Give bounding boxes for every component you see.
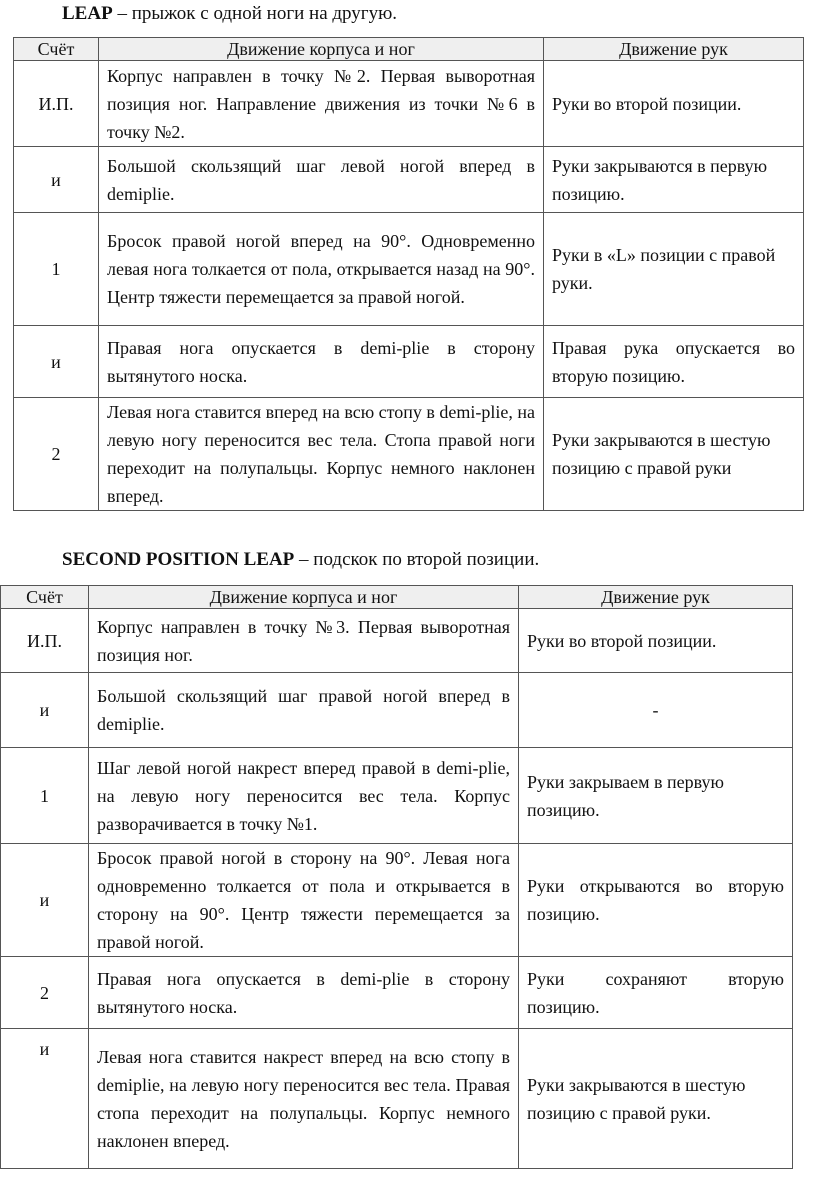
table-row bbox=[1, 609, 793, 673]
arms-cell: Руки закрываем в первую позицию. bbox=[519, 748, 793, 844]
section1-title-bold: LEAP bbox=[62, 3, 113, 24]
arms-cell: Руки в «L» позиции с правой руки. bbox=[544, 213, 804, 326]
count-cell: и bbox=[1, 673, 89, 748]
table-row bbox=[1, 673, 793, 748]
count-cell: 1 bbox=[1, 748, 89, 844]
section2-title-bold: SECOND POSITION LEAP bbox=[62, 549, 295, 570]
table-row bbox=[1, 844, 793, 957]
section2-title-rest: – подскок по второй позиции. bbox=[294, 549, 540, 570]
body-legs-cell: Большой скользящий шаг правой ногой вперед в demiplie. bbox=[89, 673, 519, 748]
count-cell: И.П. bbox=[1, 609, 89, 673]
header-count: Счёт bbox=[14, 38, 99, 61]
body-legs-cell: Шаг левой ногой накрест вперед правой в demi-plie, на левую ногу переносится вес тела. Корпус разворачивается в точку №1. bbox=[89, 748, 519, 844]
arms-cell: Руки закрываются в шестую позицию с правой руки. bbox=[519, 1029, 793, 1169]
leap-table bbox=[13, 37, 804, 511]
body-legs-cell: Бросок правой ногой в сторону на 90°. Левая нога одновременно толкается от пола и открывается в сторону на 90°. Центр тяжести перемещается за правой ногой. bbox=[89, 844, 519, 957]
header-body-legs: Движение корпуса и ног bbox=[99, 38, 544, 61]
table-header-row bbox=[1, 586, 793, 609]
arms-cell: Руки закрываются в шестую позицию с правой руки bbox=[544, 398, 804, 511]
table-row bbox=[1, 957, 793, 1029]
table-header-row bbox=[14, 38, 804, 61]
body-legs-cell: Корпус направлен в точку №2. Первая выворотная позиция ног. Направление движения из точки №6 в точку №2. bbox=[99, 61, 544, 147]
count-cell: и bbox=[14, 326, 99, 398]
count-cell: и bbox=[14, 147, 99, 213]
arms-cell: Руки во второй позиции. bbox=[544, 61, 804, 147]
arms-cell: Руки закрываются в первую позицию. bbox=[544, 147, 804, 213]
body-legs-cell: Большой скользящий шаг левой ногой вперед в demiplie. bbox=[99, 147, 544, 213]
second-position-leap-table bbox=[0, 585, 793, 1169]
count-cell: 2 bbox=[1, 957, 89, 1029]
arms-cell: Правая рука опускается во вторую позицию. bbox=[544, 326, 804, 398]
arms-cell: Руки во второй позиции. bbox=[519, 609, 793, 673]
header-body-legs: Движение корпуса и ног bbox=[89, 586, 519, 609]
table-row bbox=[14, 398, 804, 511]
table-row bbox=[1, 1029, 793, 1169]
section1-title bbox=[62, 2, 397, 26]
section1-title-rest: – прыжок с одной ноги на другую. bbox=[112, 3, 398, 24]
table-row bbox=[1, 748, 793, 844]
table-row bbox=[14, 61, 804, 147]
body-legs-cell: Правая нога опускается в demi-plie в сторону вытянутого носка. bbox=[89, 957, 519, 1029]
arms-cell: Руки открываются во вторую позицию. bbox=[519, 844, 793, 957]
count-cell: и bbox=[1, 844, 89, 957]
header-count: Счёт bbox=[1, 586, 89, 609]
header-arms: Движение рук bbox=[544, 38, 804, 61]
arms-cell: Руки сохраняют вторую позицию. bbox=[519, 957, 793, 1029]
body-legs-cell: Правая нога опускается в demi-plie в сторону вытянутого носка. bbox=[99, 326, 544, 398]
body-legs-cell: Левая нога ставится накрест вперед на всю стопу в demiplie, на левую ногу переносится вес тела. Правая стопа переходит на полупальцы. Корпус немного наклонен вперед. bbox=[89, 1029, 519, 1169]
count-cell: 1 bbox=[14, 213, 99, 326]
header-arms: Движение рук bbox=[519, 586, 793, 609]
section2-title bbox=[62, 548, 539, 572]
body-legs-cell: Бросок правой ногой вперед на 90°. Одновременно левая нога толкается от пола, открывается назад на 90°. Центр тяжести перемещается за правой ногой. bbox=[99, 213, 544, 326]
table-row bbox=[14, 213, 804, 326]
table-row bbox=[14, 147, 804, 213]
count-cell: И.П. bbox=[14, 61, 99, 147]
table-row bbox=[14, 326, 804, 398]
body-legs-cell: Корпус направлен в точку №3. Первая выворотная позиция ног. bbox=[89, 609, 519, 673]
arms-cell: - bbox=[519, 673, 793, 748]
count-cell: и bbox=[1, 1029, 89, 1169]
count-cell: 2 bbox=[14, 398, 99, 511]
body-legs-cell: Левая нога ставится вперед на всю стопу в demi-plie, на левую ногу переносится вес тела. Стопа правой ноги переходит на полупальцы. Корпус немного наклонен вперед. bbox=[99, 398, 544, 511]
